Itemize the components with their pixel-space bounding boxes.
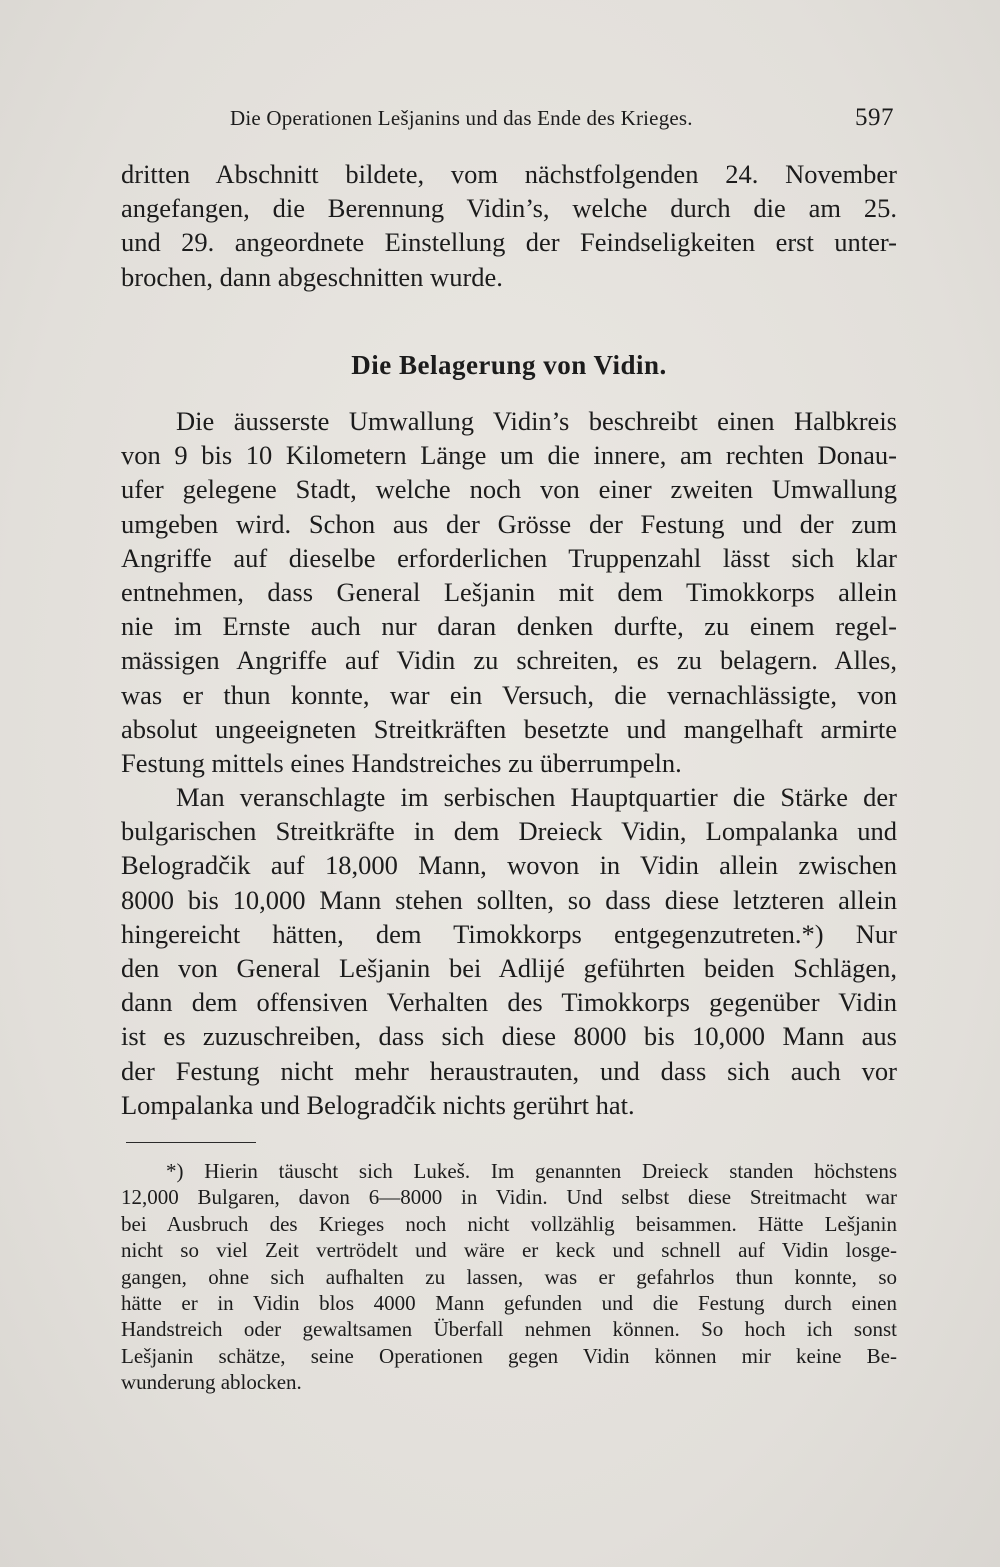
- text-line: umgeben wird. Schon aus der Grösse der Festung und der zum: [121, 508, 897, 539]
- footnote: [121, 1158, 897, 1396]
- footnote-line: 12,000 Bulgaren, davon 6—8000 in Vidin. Und selbst diese Streitmacht war: [121, 1185, 897, 1210]
- footnote-line: gangen, ohne sich aufhalten zu lassen, was er gefahrlos thun konnte, so: [121, 1264, 897, 1289]
- main-text: [121, 404, 897, 1122]
- text-line: entnehmen, dass General Lešjanin mit dem Timokkorps allein: [121, 576, 897, 607]
- footnote-line: bei Ausbruch des Krieges noch nicht vollzählig beisammen. Hätte Lešjanin: [121, 1211, 897, 1236]
- text-line: Angriffe auf dieselbe erforderlichen Truppenzahl lässt sich klar: [121, 542, 897, 573]
- text-line: den von General Lešjanin bei Adlijé geführten beiden Schlägen,: [121, 953, 897, 983]
- text-line: angefangen, die Berennung Vidin’s, welche durch die am 25.: [121, 193, 897, 224]
- text-line: Lompalanka und Belogradčik nichts gerührt hat.: [121, 1089, 635, 1120]
- text-line: Man veranschlagte im serbischen Hauptquartier die Stärke der: [176, 782, 897, 813]
- text-line: hingereicht hätten, dem Timokkorps entgegenzutreten.*) Nur: [121, 918, 897, 949]
- text-line: Festung mittels eines Handstreiches zu überrumpeln.: [121, 747, 682, 778]
- text-line: ufer gelegene Stadt, welche noch von einer zweiten Umwallung: [121, 474, 897, 505]
- running-title: Die Operationen Lešjanins und das Ende des Krieges.: [230, 106, 693, 130]
- paragraph: [121, 404, 897, 780]
- section-heading: Die Belagerung von Vidin.: [351, 350, 667, 380]
- text-line: brochen, dann abgeschnitten wurde.: [121, 261, 503, 292]
- text-line: und 29. angeordnete Einstellung der Feindseligkeiten erst unter-: [121, 227, 897, 258]
- text-line: Belogradčik auf 18,000 Mann, wovon in Vidin allein zwischen: [121, 850, 897, 881]
- text-line: 8000 bis 10,000 Mann stehen sollten, so dass diese letzteren allein: [121, 884, 897, 915]
- text-line: mässigen Angriffe auf Vidin zu schreiten, es zu belagern. Alles,: [121, 645, 897, 676]
- paragraph: [121, 780, 897, 1122]
- footnote-line: wunderung ablocken.: [121, 1370, 302, 1395]
- text-line: dann dem offensiven Verhalten des Timokkorps gegenüber Vidin: [121, 987, 897, 1018]
- text-line: was er thun konnte, war ein Versuch, die vernachlässigte, von: [121, 679, 897, 710]
- page-number: 597: [855, 104, 894, 131]
- text-line: absolut ungeeigneten Streitkräften besetzte und mangelhaft armirte: [121, 713, 897, 744]
- text-line: ist es zuzuschreiben, dass sich diese 8000 bis 10,000 Mann aus: [121, 1021, 897, 1052]
- text-line: dritten Abschnitt bildete, vom nächstfolgenden 24. November: [121, 159, 897, 189]
- footnote-line: Lešjanin schätze, seine Operationen gegen Vidin können mir keine Be-: [121, 1343, 897, 1368]
- footnote-line: hätte er in Vidin blos 4000 Mann gefunden und die Festung durch einen: [121, 1290, 897, 1315]
- text-line: nie im Ernste auch nur daran denken durfte, zu einem regel-: [121, 611, 897, 642]
- running-head: [120, 104, 898, 140]
- footnote-divider: [126, 1142, 256, 1143]
- text-line: von 9 bis 10 Kilometern Länge um die innere, am rechten Donau-: [121, 440, 897, 471]
- text-line: der Festung nicht mehr heraustrauten, und dass sich auch vor: [121, 1055, 897, 1086]
- text-line: Die äusserste Umwallung Vidin’s beschreibt einen Halbkreis: [176, 406, 897, 436]
- text-line: bulgarischen Streitkräfte in dem Dreieck Vidin, Lompalanka und: [121, 816, 897, 847]
- intro-paragraph: [121, 157, 897, 294]
- footnote-line: *) Hierin täuscht sich Lukeš. Im genannten Dreieck standen höchstens: [166, 1159, 897, 1183]
- footnote-line: nicht so viel Zeit vertrödelt und wäre er keck und schnell auf Vidin losge-: [121, 1238, 897, 1263]
- footnote-line: Handstreich oder gewaltsamen Überfall nehmen können. So hoch ich sonst: [121, 1317, 897, 1342]
